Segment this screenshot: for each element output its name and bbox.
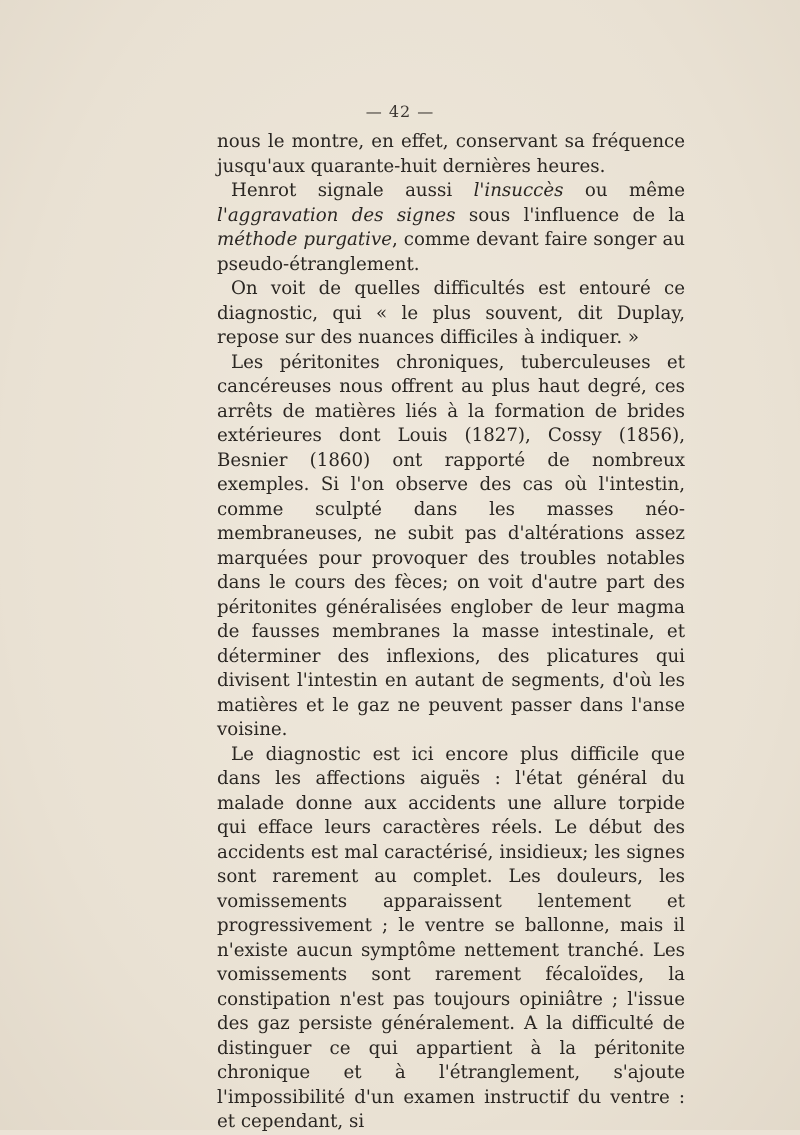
paragraph: On voit de quelles difficultés est entouré ce diagnostic, qui « le plus souvent, dit Duplay, repose sur des nuances difficiles à indiquer. » <box>217 278 685 348</box>
paragraph: Le diagnostic est ici encore plus difficile que dans les affections aiguës : l'état général du malade donne aux accidents une allure torpide qui efface leurs caractères réels. Le début des accidents est mal caractérisé, insidieux; les signes sont rarement au complet. Les douleurs, les vomissements apparaissent lentement et progressivement ; le ventre se ballonne, mais il n'existe aucun symptôme nettement tranché. Les vomissements sont rarement fécaloïdes, la constipation n'est pas toujours opiniâtre ; l'issue des gaz persiste généralement. A la difficulté de distinguer ce qui appartient à la péritonite chronique et à l'étranglement, s'ajoute l'impossibilité d'un examen instructif du ventre : et cependant, si <box>217 743 685 1132</box>
paragraph: nous le montre, en effet, conservant sa fréquence jusqu'aux quarante-huit dernières heures. <box>217 131 685 177</box>
paragraph: Henrot signale aussi l'insuccès ou même l'aggravation des signes sous l'influence de la méthode purgative, comme devant faire songer au pseudo-étranglement. <box>217 180 686 275</box>
italic-text: méthode purgative <box>217 229 393 250</box>
italic-text: l'insuccès <box>473 180 564 201</box>
body-text <box>217 130 685 1135</box>
italic-text: l'aggravation des signes <box>217 204 456 226</box>
page-number: — 42 — <box>365 102 435 121</box>
paragraph: Les péritonites chroniques, tuberculeuses et cancéreuses nous offrent au plus haut degré, ces arrêts de matières liés à la formation de brides extérieures dont Louis (1827), Cossy (1856), Besnier (1860) ont rapporté de nombreux exemples. Si l'on observe des cas où l'intestin, comme sculpté dans les masses néo-membraneuses, ne subit pas d'altérations assez marquées pour provoquer des troubles notables dans le cours des fèces; on voit d'autre part des péritonites généralisées englober de leur magma de fausses membranes la masse intestinale, et déterminer des inflexions, des plicatures qui divisent l'intestin en autant de segments, d'où les matières et le gaz ne peuvent passer dans l'anse voisine. <box>217 351 685 740</box>
